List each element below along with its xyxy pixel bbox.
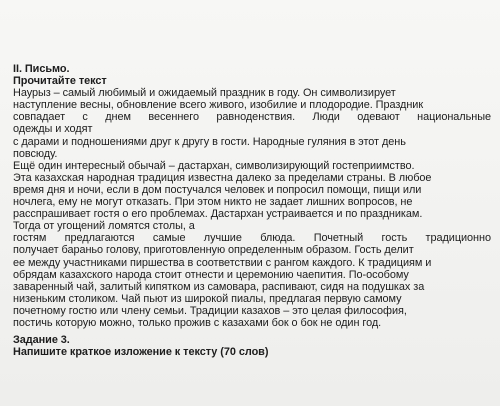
text-line-9: время дня и ночи, если в дом постучался человек и попросил помощи, пищи или (13, 183, 422, 196)
text-line-1: Наурыз – самый любимый и ожидаемый праздник в году. Он символизирует (13, 87, 396, 100)
text-line-7: Ещё один интересный обычай – дастархан, символизирующий гостеприимство. (13, 159, 415, 172)
section-heading: II. Письмо. (13, 63, 70, 75)
text-line-5: с дарами и подношениями друг к другу в гости. Народные гуляния в этот день (13, 135, 406, 148)
text-line-19: почетному гостю или члену семьи. Традиции казахов – это целая философия, (13, 304, 407, 317)
document-content (13, 63, 491, 358)
text-line-3: совпадает с днем весеннего равноденствия. Люди одевают национальные (13, 111, 491, 124)
text-line-13: гостям предлагаются самые лучшие блюда. Почетный гость традиционно (13, 232, 491, 245)
text-line-18: низеньким столиком. Чай пьют из широкой пиалы, предлагая первую самому (13, 292, 402, 305)
task-instruction: Напишите краткое изложение к тексту (70 слов) (13, 346, 269, 359)
text-line-10: ночлега, ему не могут отказать. При этом никто не задает лишних вопросов, не (13, 196, 413, 209)
text-line-14: получает бараньо голову, приготовленную определенным образом. Гость делит (13, 244, 414, 257)
text-line-11: расспрашивает гостя о его проблемах. Дастархан устраивается и по праздникам. (13, 208, 423, 221)
text-line-2: наступление весны, обновление всего живого, изобилие и плодородие. Праздник (13, 99, 424, 112)
text-line-12: Тогда от угощений ломятся столы, а (13, 220, 195, 233)
text-line-4: одежды и ходят (13, 123, 93, 136)
text-line-8: Эта казахская народная традиция известна далеко за пределами страны. В любое (13, 171, 432, 184)
task-title: Задание 3. (13, 334, 70, 347)
text-line-17: заваренный чай, залитый кипятком из самовара, распивают, сидя на подушках за (13, 280, 425, 293)
text-line-20: постичь которую можно, только прожив с казахами бок о бок не один год. (13, 316, 382, 329)
text-line-15: ее между участниками пиршества в соответствии с рангом каждого. К традициям и (13, 256, 432, 269)
text-line-6: повсюду. (13, 147, 58, 160)
text-line-16: обрядам казахского народа стоит отнести и церемонию чаепития. По-особому (13, 268, 409, 281)
instruction-heading: Прочитайте текст (13, 75, 107, 88)
